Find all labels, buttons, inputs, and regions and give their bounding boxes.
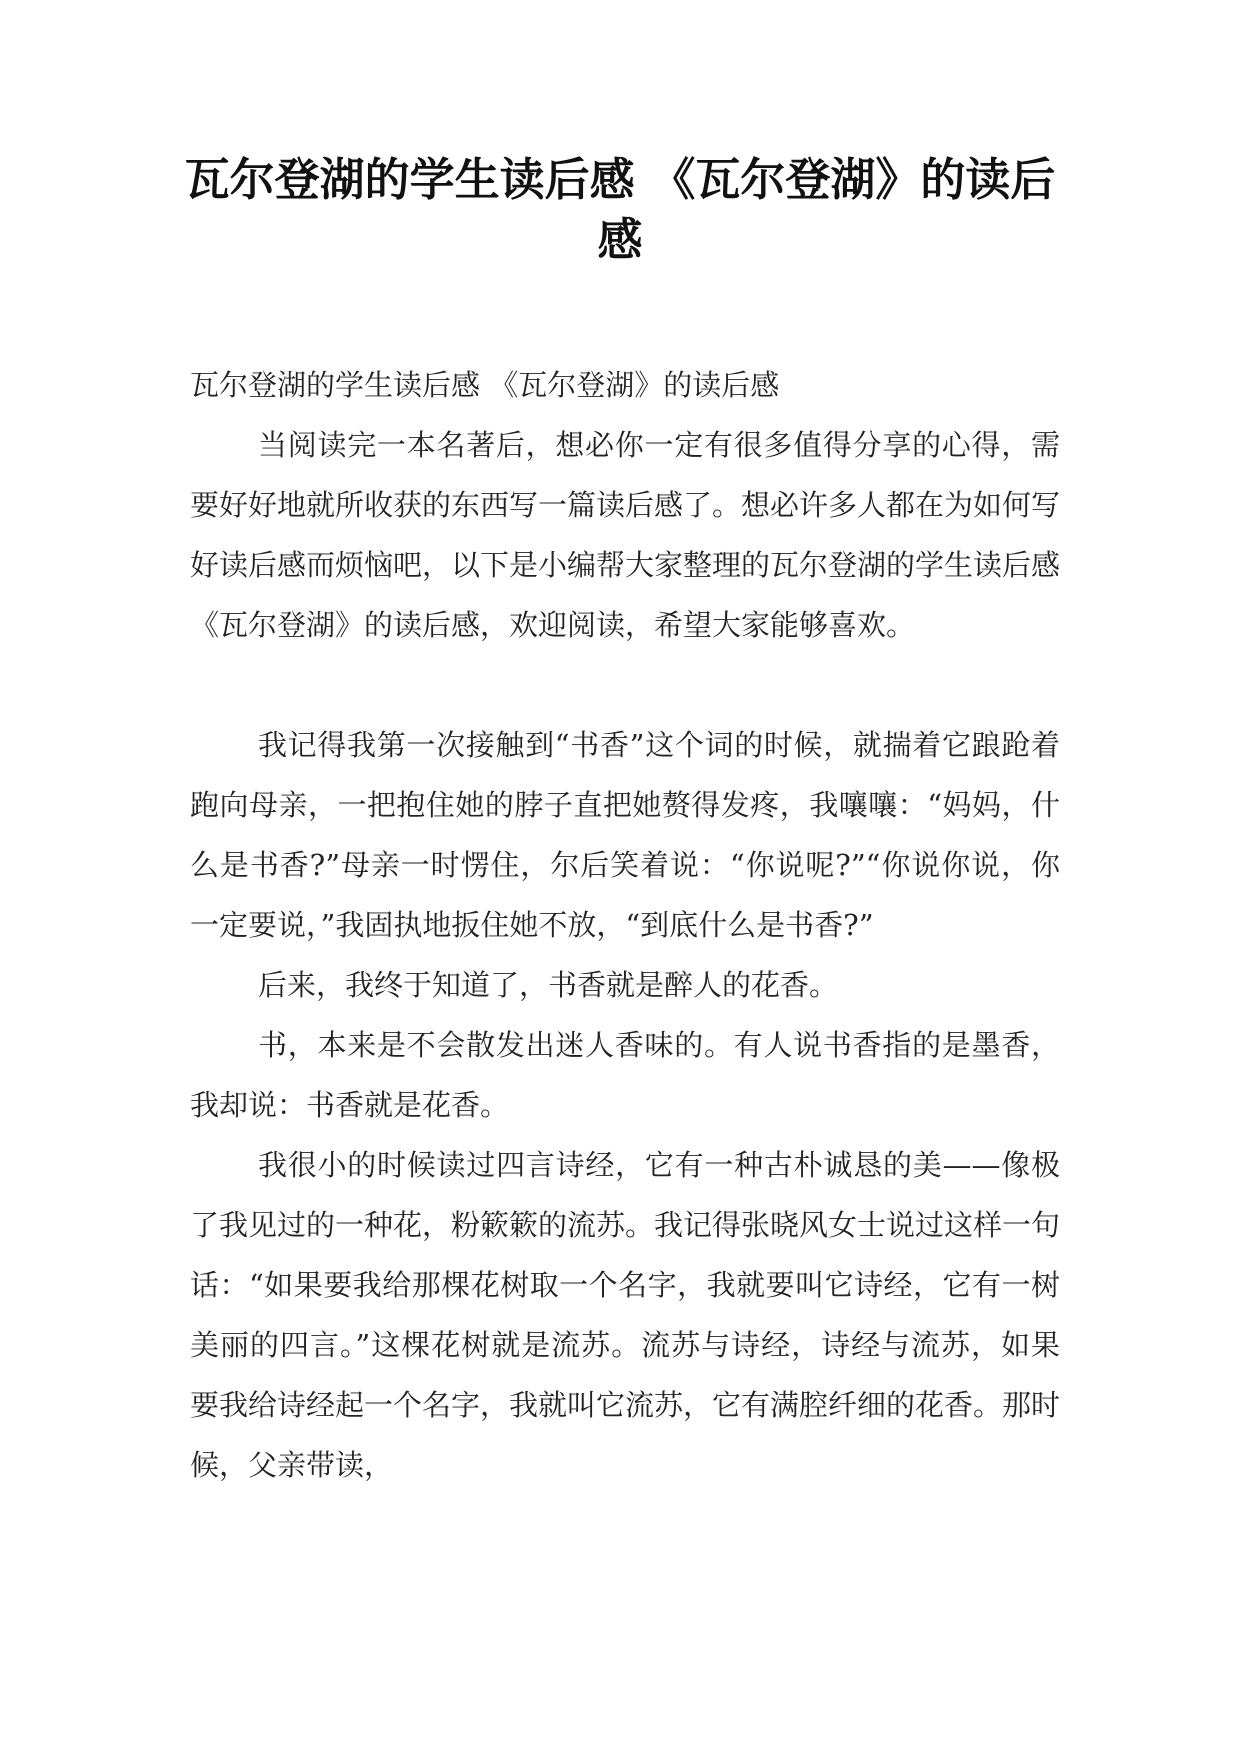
body-paragraph: 我很小的时候读过四言诗经，它有一种古朴诚恳的美——像极了我见过的一种花，粉簌簌的流苏。我记得张晓风女士说过这样一句话：“如果要我给那棵花树取一个名字，我就要叫它诗经，它有一树美丽的四言。”这棵花树就是流苏。流苏与诗经，诗经与流苏，如果要我给诗经起一个名字，我就叫它流苏，它有满腔纤细的花香。那时候，父亲带读， (190, 1148, 1061, 1482)
document-body (190, 355, 1060, 1495)
paragraph-spacer (190, 655, 1060, 715)
document-title: 瓦尔登湖的学生读后感 《瓦尔登湖》的读后感 (184, 153, 1056, 266)
body-paragraph: 后来，我终于知道了，书香就是醉人的花香。 (258, 968, 839, 1002)
body-paragraph: 我记得我第一次接触到“书香”这个词的时候，就揣着它踉跄着跑向母亲，一把抱住她的脖子直把她赘得发疼，我嚷嚷：“妈妈，什么是书香?”母亲一时愣住，尔后笑着说：“你说呢?”“你说你说，你一定要说，”我固执地扳住她不放，“到底什么是书香?” (190, 728, 1060, 942)
document-subtitle: 瓦尔登湖的学生读后感 《瓦尔登湖》的读后感 (190, 368, 780, 402)
body-paragraph: 书，本来是不会散发出迷人香味的。有人说书香指的是墨香，我却说：书香就是花香。 (190, 1028, 1060, 1122)
intro-paragraph: 当阅读完一本名著后，想必你一定有很多值得分享的心得，需要好好地就所收获的东西写一篇读后感了。想必许多人都在为如何写好读后感而烦恼吧，以下是小编帮大家整理的瓦尔登湖的学生读后感 《瓦尔登湖》的读后感，欢迎阅读，希望大家能够喜欢。 (190, 428, 1061, 642)
